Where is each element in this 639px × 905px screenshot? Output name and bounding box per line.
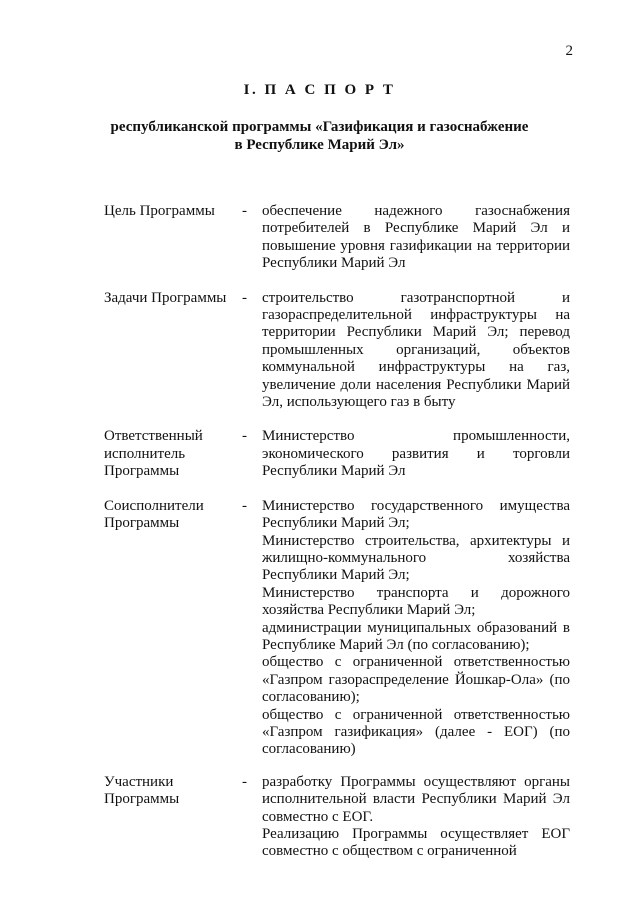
row-label — [104, 774, 242, 861]
row-label — [104, 498, 242, 759]
row-label — [104, 428, 242, 480]
row-value-paragraph: Министерство строительства, архитектуры и жилищно-коммунального хозяйства Республики Марий Эл; — [262, 532, 570, 584]
passport-row-goal — [104, 203, 570, 273]
passport-row-participants — [104, 774, 570, 861]
passport-row-tasks — [104, 290, 570, 412]
row-label — [104, 290, 242, 412]
row-value — [262, 498, 570, 759]
row-value-paragraph: строительство газотранспортной и газораспределительной инфраструктуры на территории Республики Марий Эл; перевод промышленных организаций, объектов коммунальной инфраструктуры на газ, увеличение доли населения Республики Марий Эл, использующего газ в быту — [262, 289, 570, 411]
page-title: I. П А С П О Р Т — [243, 82, 396, 98]
row-value-paragraph: Министерство транспорта и дорожного хозяйства Республики Марий Эл; — [262, 584, 570, 619]
subtitle-line: республиканской программы «Газификация и газоснабжение — [110, 119, 529, 135]
row-value-paragraph: обеспечение надежного газоснабжения потребителей в Республике Марий Эл и повышение уровня газификации на территории Республики Марий Эл — [262, 203, 570, 272]
subtitle-line: в Республике Марий Эл» — [234, 137, 405, 153]
row-label-line: исполнитель — [104, 445, 186, 462]
row-label-line: Программы — [104, 463, 180, 480]
passport-row-responsible — [104, 428, 570, 480]
row-value — [262, 290, 570, 412]
row-value-paragraph: разработку Программы осуществляют органы исполнительной власти Республики Марий Эл совместно с ЕОГ. — [262, 773, 570, 825]
row-dash: - — [242, 497, 247, 514]
row-value-paragraph: общество с ограниченной ответственностью «Газпром газификация» (далее - ЕОГ) (по согласованию) — [262, 706, 570, 758]
passport-row-co-executors — [104, 498, 570, 759]
row-value-paragraph: Реализацию Программы осуществляет ЕОГ совместно с обществом с ограниченной — [262, 826, 570, 860]
row-label-line: Участники — [104, 773, 174, 790]
row-label-line: Задачи Программы — [104, 289, 227, 306]
row-dash: - — [242, 289, 247, 306]
row-label-line: Соисполнители — [104, 497, 204, 514]
row-dash: - — [242, 203, 247, 219]
row-label-line: Программы — [104, 791, 180, 808]
row-value — [262, 774, 570, 861]
row-value — [262, 428, 570, 480]
row-dash: - — [242, 428, 247, 445]
passport-table — [104, 203, 570, 878]
row-value-paragraph: Министерство государственного имущества Республики Марий Эл; — [262, 497, 570, 532]
row-label — [104, 203, 242, 273]
row-value-paragraph: Министерство промышленности, экономического развития и торговли Республики Марий Эл — [262, 428, 570, 480]
row-label-line: Программы — [104, 515, 180, 532]
row-value-paragraph: администрации муниципальных образований в Республике Марий Эл (по согласованию); — [262, 619, 570, 653]
row-value — [262, 203, 570, 273]
row-dash: - — [242, 773, 247, 790]
row-label-line: Цель Программы — [104, 203, 215, 219]
program-subtitle — [0, 118, 639, 154]
row-value-paragraph: общество с ограниченной ответственностью «Газпром газораспределение Йошкар-Ола» (по согласованию); — [262, 654, 570, 706]
row-label-line: Ответственный — [104, 428, 203, 445]
page-number: 2 — [565, 43, 573, 59]
